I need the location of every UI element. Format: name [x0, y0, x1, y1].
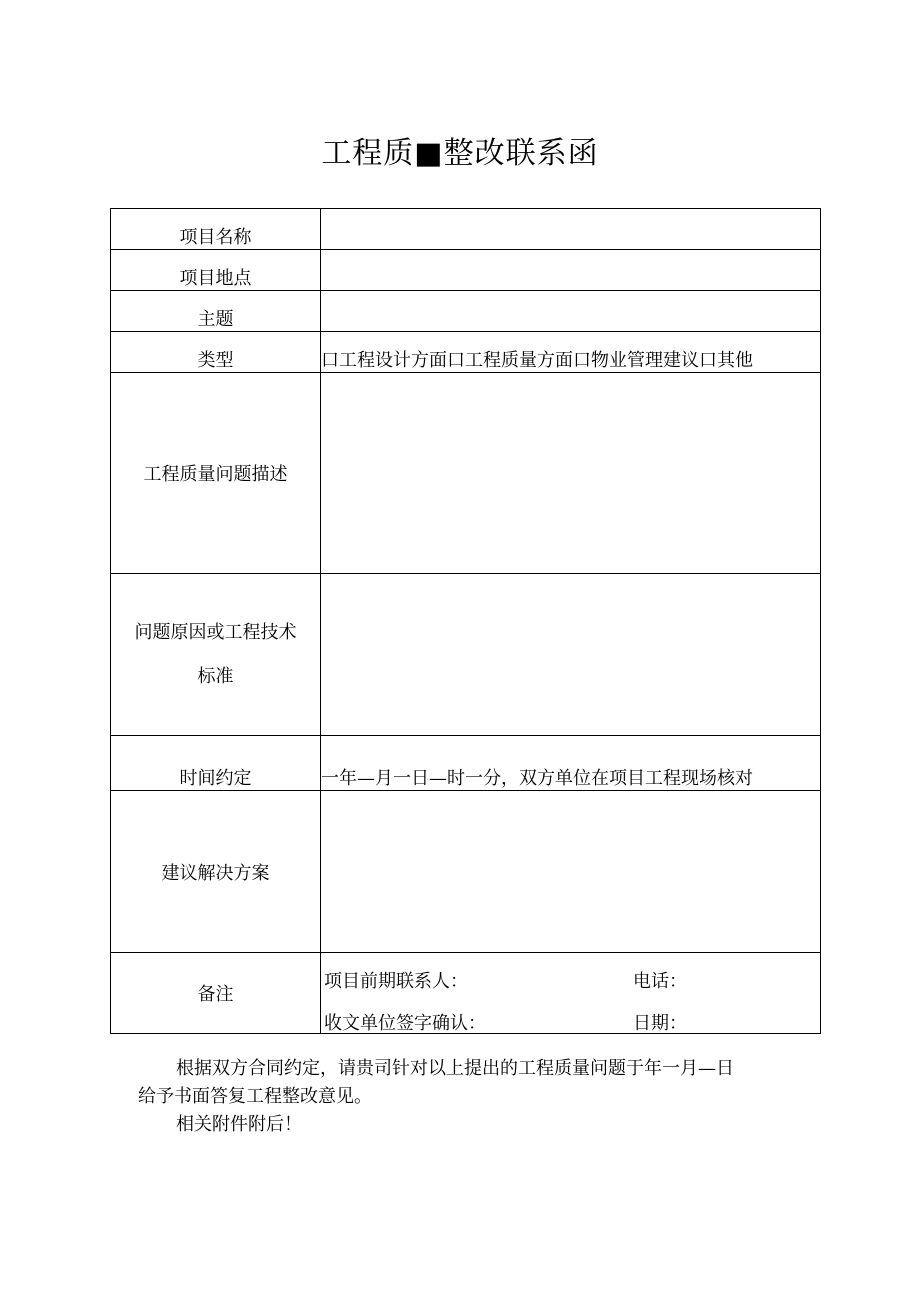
phone-label: 电话： — [633, 971, 687, 992]
row-subject — [111, 291, 821, 332]
row-cause — [111, 574, 821, 736]
project-name-label: 项目名称 — [111, 209, 321, 250]
notes-line3: 相关附件附后！ — [176, 1114, 302, 1135]
problem-desc-label: 工程质量问题描述 — [111, 373, 321, 574]
project-location-field[interactable] — [321, 250, 821, 291]
type-options[interactable]: 口工程设计方面口工程质量方面口物业管理建议口其他 — [321, 332, 821, 373]
row-time — [111, 736, 821, 791]
row-project-location — [111, 250, 821, 291]
notes-line1: 根据双方合同约定，请贵司针对以上提出的工程质量问题于年一月—日 — [176, 1058, 734, 1079]
page-title: 工程质■整改联系函 — [321, 136, 599, 171]
cause-label-line1: 问题原因或工程技术 — [134, 621, 297, 643]
cause-label-line2: 标准 — [197, 665, 234, 687]
time-field[interactable]: 一年—月一日—时一分，双方单位在项目工程现场核对 — [321, 736, 821, 791]
cause-label — [111, 574, 321, 736]
time-label: 时间约定 — [111, 736, 321, 791]
signature-label: 收文单位签字确认： — [324, 1013, 486, 1034]
remarks-label: 备注 — [111, 953, 321, 1034]
project-location-label: 项目地点 — [111, 250, 321, 291]
row-problem-desc — [111, 373, 821, 574]
contact-person-label: 项目前期联系人： — [324, 971, 468, 992]
problem-desc-field[interactable] — [321, 373, 821, 574]
type-label: 类型 — [111, 332, 321, 373]
solution-field[interactable] — [321, 791, 821, 953]
footer-notes — [138, 1055, 778, 1139]
contact-form-table — [110, 208, 821, 1034]
project-name-field[interactable] — [321, 209, 821, 250]
row-remarks — [111, 953, 821, 1034]
subject-label: 主题 — [111, 291, 321, 332]
remarks-cell — [321, 953, 821, 1034]
row-solution — [111, 791, 821, 953]
row-project-name — [111, 209, 821, 250]
cause-field[interactable] — [321, 574, 821, 736]
solution-label: 建议解决方案 — [111, 791, 321, 953]
date-label: 日期： — [633, 1013, 687, 1034]
subject-field[interactable] — [321, 291, 821, 332]
row-type — [111, 332, 821, 373]
notes-line2: 给予书面答复工程整改意见。 — [138, 1086, 372, 1107]
